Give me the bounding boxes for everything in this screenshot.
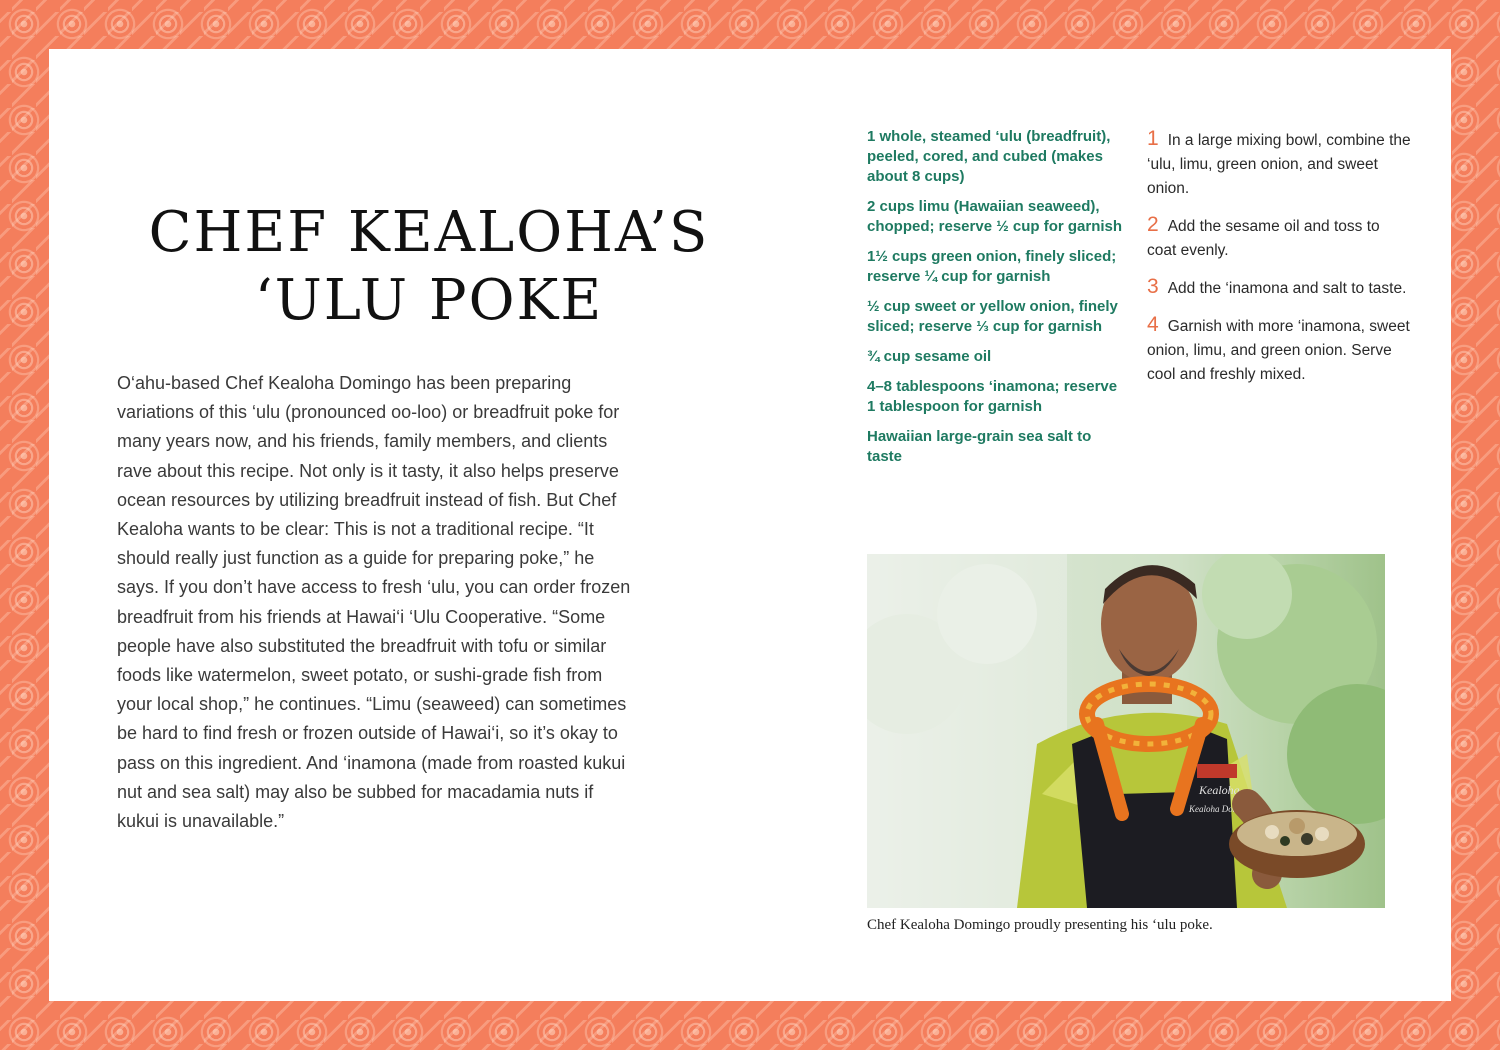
step-number: 2 (1147, 213, 1159, 236)
step-item (1147, 313, 1412, 387)
ingredient-item: ¾ cup sesame oil (867, 348, 992, 365)
book-page (49, 49, 1451, 1001)
step-text: In a large mixing bowl, combine the ‘ulu, limu, green onion, and sweet onion. (1147, 132, 1411, 197)
ingredient-list (867, 127, 1127, 477)
step-item (1147, 213, 1412, 263)
step-text: Garnish with more ‘inamona, sweet onion, limu, and green onion. Serve cool and freshly mixed. (1147, 318, 1410, 383)
method-steps (1147, 127, 1412, 399)
ingredient-item: Hawaiian large-grain sea salt to taste (867, 428, 1092, 465)
apron-name-text: Kealoha Domingo (1189, 804, 1256, 814)
ingredient-item: 1½ cups green onion, finely sliced; reserve ¼ cup for garnish (867, 248, 1117, 285)
title-line-1: CHEF KEALOHA’S (148, 200, 710, 265)
chef-photo (867, 554, 1385, 908)
step-number: 3 (1147, 275, 1159, 298)
step-number: 4 (1147, 313, 1159, 336)
step-item (1147, 275, 1412, 301)
apron-logo-text: Kealoha (1199, 783, 1240, 797)
chef-illustration (867, 554, 1385, 908)
ingredient-item: ½ cup sweet or yellow onion, finely sliced; reserve ⅓ cup for garnish (867, 298, 1118, 335)
step-text: Add the ‘inamona and salt to taste. (1167, 280, 1407, 297)
ingredient-item: 1 whole, steamed ‘ulu (breadfruit), peeled, cored, and cubed (makes about 8 cups) (867, 128, 1111, 185)
recipe-title (49, 199, 809, 335)
ingredient-item: 2 cups limu (Hawaiian seaweed), chopped; reserve ½ cup for garnish (867, 198, 1123, 235)
photo-caption: Chef Kealoha Domingo proudly presenting his ‘ulu poke. (867, 917, 1213, 933)
step-item (1147, 127, 1412, 201)
step-number: 1 (1147, 127, 1159, 150)
ingredient-item: 4–8 tablespoons ‘inamona; reserve 1 tablespoon for garnish (867, 378, 1118, 415)
intro-paragraph: O‘ahu-based Chef Kealoha Domingo has been preparing variations of this ‘ulu (pronounced oo-loo) or breadfruit poke for many years now, and his friends, family members, and clients rave about this recipe. Not only is it tasty, it also helps preserve ocean resources by utilizing breadfruit instead of fish. But Chef Kealoha wants to be clear: This is not a traditional recipe. “It should really just function as a guide for preparing poke,” he says. If you don’t have access to fresh ‘ulu, you can order frozen breadfruit from his friends at Hawai‘i ‘Ulu Cooperative. “Some people have also substituted the breadfruit with tofu or similar foods like watermelon, sweet potato, or sushi-grade fish from your local shop,” he continues. “Limu (seaweed) can sometimes be hard to find fresh or frozen outside of Hawai‘i, so it’s okay to pass on this ingredient. And ‘inamona (made from roasted kukui nut and sea salt) may also be subbed for macadamia nuts if kukui is unavailable.” (117, 373, 631, 832)
title-line-2: ‘ULU POKE (254, 268, 604, 333)
step-text: Add the sesame oil and toss to coat evenly. (1147, 218, 1380, 259)
